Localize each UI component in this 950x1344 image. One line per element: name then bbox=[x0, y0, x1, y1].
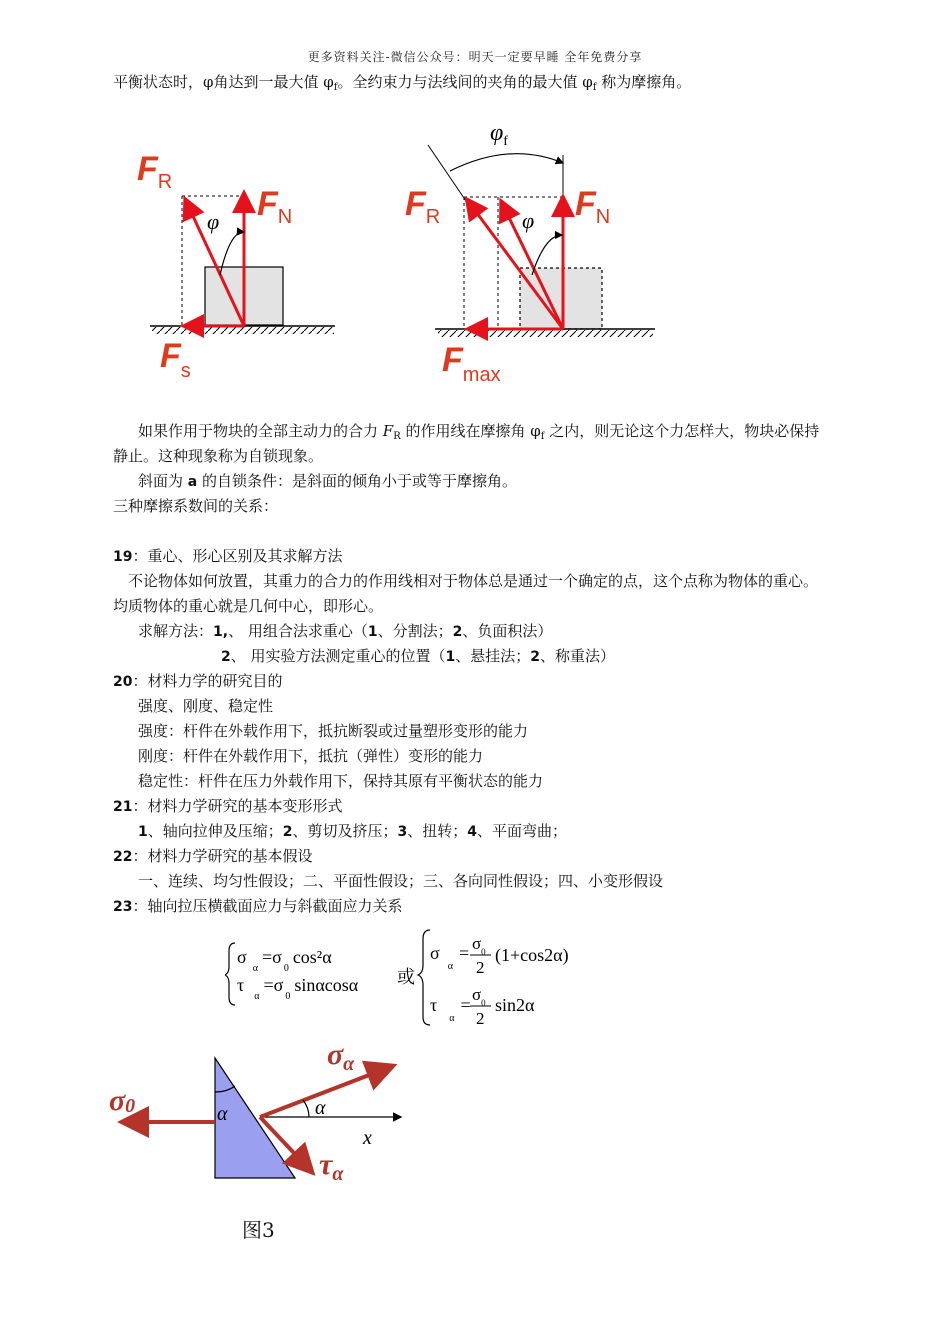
sec20-line-3: 刚度：杆件在外载作用下，抵抗（弹性）变形的能力 bbox=[138, 747, 484, 765]
formula-frac2-den: 2 bbox=[476, 1009, 485, 1028]
formula-sin2a: sin2α bbox=[495, 995, 535, 1015]
fr-label: $F_R$ bbox=[137, 150, 173, 193]
selflock-line-4: 三种摩擦系数间的关系： bbox=[113, 497, 279, 515]
page-header: 更多资料关注-微信公众号：明天一定要早睡 全年免费分享 bbox=[307, 50, 643, 64]
fn-label: $F_N$ bbox=[257, 185, 293, 228]
alpha-inner-label: α bbox=[217, 1103, 228, 1125]
formula-paren: (1+cos2α) bbox=[495, 945, 569, 965]
left-diagram bbox=[137, 150, 335, 382]
sec20-line-1: 强度、刚度、稳定性 bbox=[138, 697, 274, 715]
sec20-heading: 20：材料力学的研究目的 bbox=[113, 672, 283, 690]
selflock-line-2: 静止。这种现象称为自锁现象。 bbox=[113, 447, 324, 465]
formula-left-row-2: $\tau_\alpha=\sigma_0\sin\alpha\cos\alpha$ bbox=[237, 975, 359, 1002]
formula-frac1-den: 2 bbox=[476, 958, 485, 977]
formula-frac1-num: $\sigma_0$ bbox=[472, 934, 486, 957]
formula-right-row-1: $\sigma_\alpha=$ bbox=[430, 943, 470, 972]
fn-label: $F_N$ bbox=[575, 185, 611, 228]
right-brace bbox=[418, 930, 430, 1025]
ground-hatch bbox=[438, 330, 653, 337]
sec19-method-1: 求解方法：1,、 用组合法求重心（1、分割法；2、负面积法） bbox=[138, 622, 553, 640]
sec22-line-1: 一、连续、均匀性假设；二、平面性假设；三、各向同性假设；四、小变形假设 bbox=[138, 872, 664, 890]
sec19-line-1: 不论物体如何放置，其重力的合力的作用线相对于物体总是通过一个确定的点，这个点称为物体的重心。 bbox=[128, 572, 819, 590]
fs-label: $F_s$ bbox=[160, 337, 191, 382]
alpha-outer-label: α bbox=[315, 1097, 326, 1119]
sec23-heading: 23：轴向拉压横截面应力与斜截面应力关系 bbox=[113, 897, 403, 915]
sec19-line-2: 均质物体的重心就是几何中心，即形心。 bbox=[113, 597, 384, 615]
friction-angle-figure bbox=[120, 115, 680, 395]
formula-or: 或 bbox=[397, 967, 415, 987]
fmax-label: $F_{max}$ bbox=[442, 341, 501, 386]
formula-right-row-2: $\tau_\alpha=$ bbox=[430, 995, 471, 1024]
formula-left-row-1: $\sigma_\alpha=\sigma_0\cos^2\alpha$ bbox=[237, 947, 332, 974]
alpha-arc-outer bbox=[303, 1100, 309, 1117]
sec20-line-2: 强度：杆件在外载作用下，抵抗断裂或过量塑形变形的能力 bbox=[138, 722, 529, 740]
sec21-line-1: 1、轴向拉伸及压缩；2、剪切及挤压；3、扭转；4、平面弯曲； bbox=[138, 822, 568, 840]
selflock-line-1: 如果作用于物块的全部主动力的合力 $F_R$ 的作用线在摩擦角 $\varphi_f$ 之内，则无论这个力怎样大，物块必保持 bbox=[138, 422, 820, 442]
phif-arc bbox=[450, 154, 563, 171]
stress-formula bbox=[225, 925, 605, 1035]
sec21-heading: 21：材料力学研究的基本变形形式 bbox=[113, 797, 343, 815]
sec19-method-2: 2、 用实验方法测定重心的位置（1、悬挂法；2、称重法） bbox=[221, 647, 616, 665]
oblique-section-figure bbox=[105, 1040, 425, 1190]
sec22-heading: 22：材料力学研究的基本假设 bbox=[113, 847, 313, 865]
fr-label: $F_R$ bbox=[405, 185, 441, 228]
sec19-heading: 19：重心、形心区别及其求解方法 bbox=[113, 547, 343, 565]
ground-hatch bbox=[152, 327, 334, 334]
block-dashed bbox=[520, 268, 602, 329]
phif-label: $\varphi_f$ bbox=[490, 120, 508, 149]
sigma-alpha-label: $\sigma_\alpha$ bbox=[327, 1040, 355, 1075]
figure3-caption: 图3 bbox=[242, 1218, 275, 1242]
sec20-line-4: 稳定性：杆件在压力外载作用下，保持其原有平衡状态的能力 bbox=[138, 772, 544, 790]
left-brace bbox=[225, 943, 235, 1005]
right-diagram bbox=[405, 120, 655, 386]
phi-label: φ bbox=[207, 209, 220, 234]
tau-alpha-label: $\tau_\alpha$ bbox=[319, 1148, 344, 1185]
limit-line bbox=[428, 145, 466, 201]
intro-line: 平衡状态时，φ角达到一最大值 $\varphi_f$。全约束力与法线间的夹角的最大值 $\varphi_f$ 称为摩擦角。 bbox=[113, 73, 692, 93]
selflock-line-3: 斜面为 a 的自锁条件：是斜面的倾角小于或等于摩擦角。 bbox=[138, 472, 518, 490]
formula-frac2-num: $\sigma_0$ bbox=[472, 985, 486, 1008]
phi-label: φ bbox=[522, 208, 535, 233]
fr-max-arrow bbox=[468, 201, 563, 329]
sigma0-label: σ0 bbox=[109, 1084, 136, 1117]
x-label: x bbox=[363, 1127, 372, 1149]
